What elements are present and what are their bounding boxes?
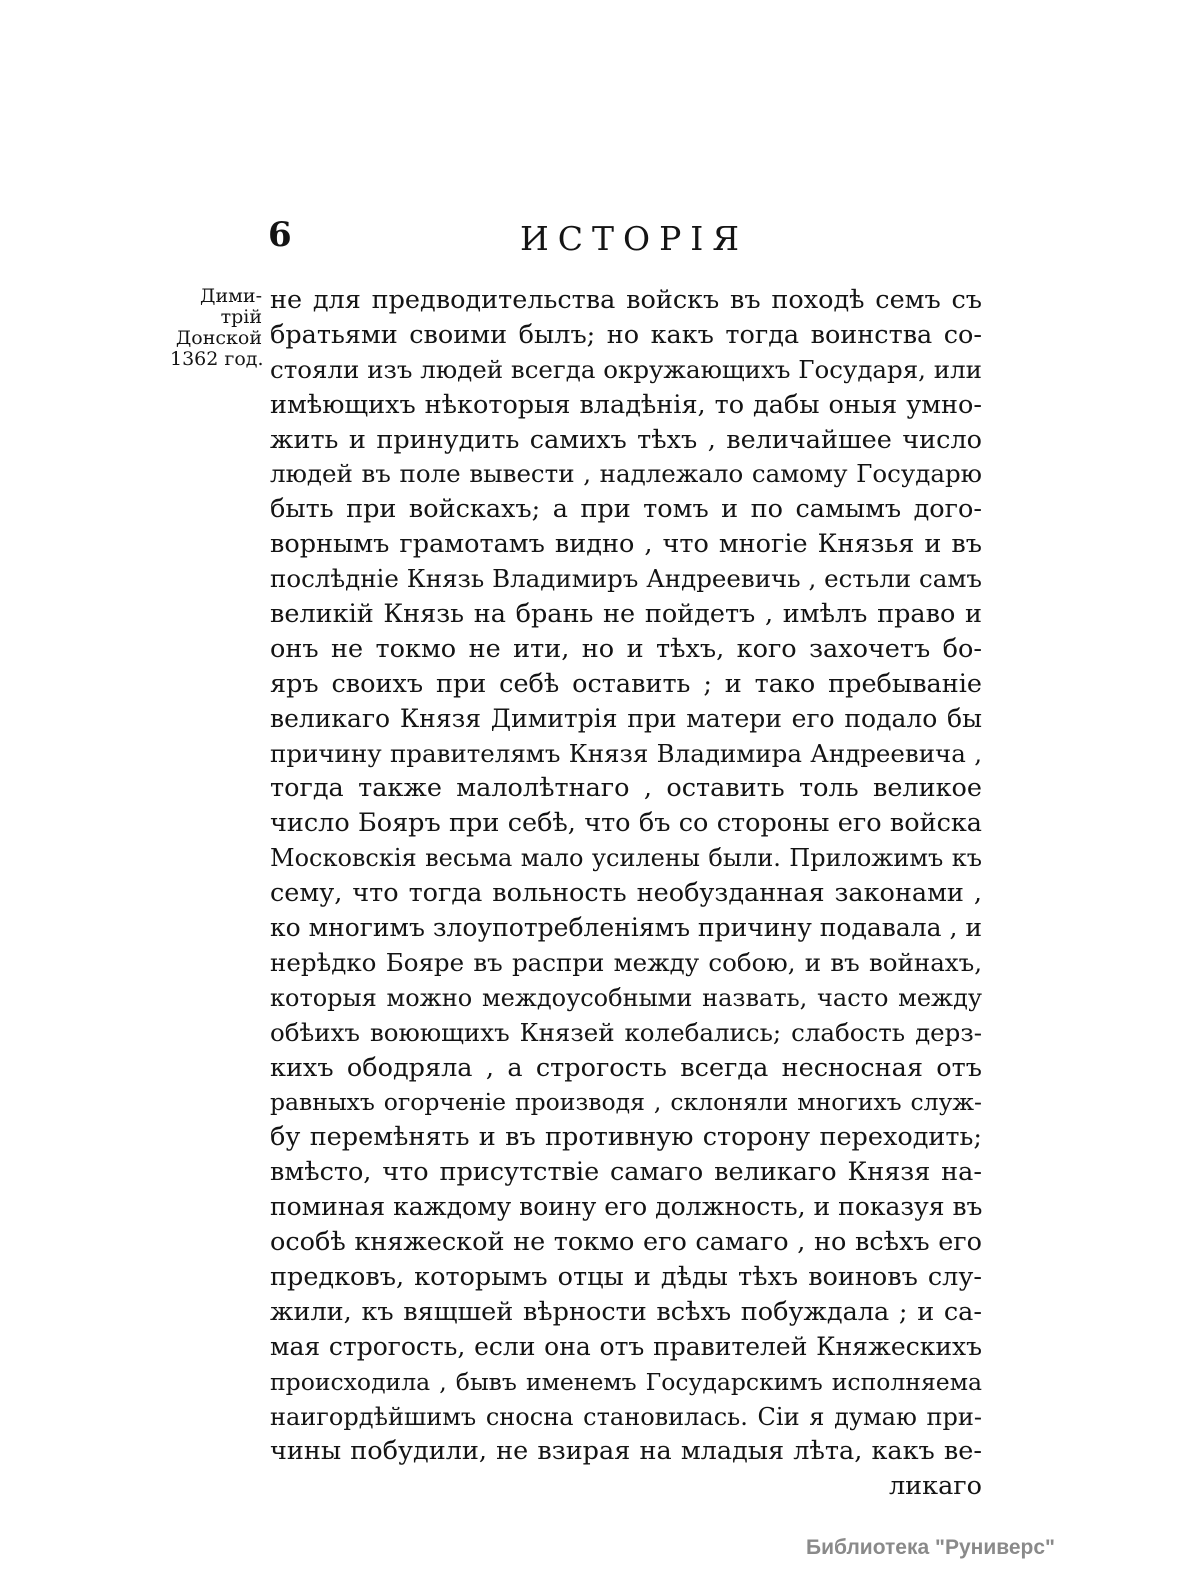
margin-note-line: 1362 год. xyxy=(170,348,264,370)
text-line: не для предводительства войскъ въ походѣ семъ съ xyxy=(270,285,982,315)
text-line: предковъ, которымъ отцы и дѣды тѣхъ воиновъ слу- xyxy=(270,1261,982,1292)
text-line: людей въ поле вывести , надлежало самому Государю xyxy=(270,459,982,489)
text-line: жили, къ вящшей вѣрности всѣхъ побуждала ; и са- xyxy=(270,1296,982,1327)
text-line: равныхъ огорченіе производя , склоняли многихъ служ- xyxy=(270,1088,982,1117)
text-line: кихъ ободряла , а строгость всегда несносная отъ xyxy=(270,1052,982,1083)
text-line: сему, что тогда вольность необузданная законами , xyxy=(270,878,982,909)
text-line: Московскія весьма мало усилены были. Приложимъ къ xyxy=(270,844,982,873)
margin-note-line: Донской xyxy=(175,327,262,349)
text-line: ворнымъ грамотамъ видно , что многіе Князья и въ xyxy=(270,529,982,560)
page-number: 6 xyxy=(268,215,292,255)
margin-note-line: трій xyxy=(220,306,262,328)
text-line: великій Князь на брань не пойдетъ , имѣлъ право и xyxy=(270,599,982,630)
margin-note xyxy=(170,286,262,370)
text-line: имѣющихъ нѣкоторыя владѣнія, то дабы оныя умно- xyxy=(270,389,982,420)
text-line: мая строгость, если она отъ правителей Княжескихъ xyxy=(270,1331,982,1361)
text-line: великаго Князя Димитрія при матери его подало бы xyxy=(270,703,982,733)
text-line: нерѣдко Бояре въ распри между собою, и въ войнахъ, xyxy=(270,947,982,977)
text-line: обѣихъ воюющихъ Князей колебались; слабость дерз- xyxy=(270,1017,982,1047)
text-line: ко многимъ злоупотребленіямъ причину подавала , и xyxy=(270,913,982,943)
text-line: причину правителямъ Князя Владимира Андреевича , xyxy=(270,738,982,768)
text-line: происходила , бывъ именемъ Государскимъ исполняема xyxy=(270,1367,982,1396)
text-line: жить и принудить самихъ тѣхъ , величайшее число xyxy=(270,424,982,455)
text-line: быть при войскахъ; а при томъ и по самымъ дого- xyxy=(270,494,982,525)
running-title: ИСТОРІЯ xyxy=(520,219,748,258)
catchword: ликаго xyxy=(888,1471,982,1502)
text-line: которыя можно междоусобными назвать, часто между xyxy=(270,983,982,1012)
text-line: послѣдніе Князь Владимиръ Андреевичь , естьли самъ xyxy=(270,564,982,594)
text-line: поминая каждому воину его должность, и показуя въ xyxy=(270,1192,982,1222)
margin-note-line: Дими- xyxy=(200,285,262,307)
text-line: число Бояръ при себѣ, что бъ со стороны его войска xyxy=(270,808,982,839)
text-line: онъ не токмо не ити, но и тѣхъ, кого захочетъ бо- xyxy=(270,633,982,664)
text-line: чины побудили, не взирая на младыя лѣта, какъ ве- xyxy=(270,1436,982,1467)
text-line: особѣ княжеской не токмо его самаго , но всѣхъ его xyxy=(270,1227,982,1258)
text-line: бу перемѣнять и въ противную сторону переходить; xyxy=(270,1122,982,1153)
text-line: наигордѣйшимъ снocна становилась. Сіи я думаю при- xyxy=(270,1402,982,1431)
text-line: братьями своими былъ; но какъ тогда воинства со- xyxy=(270,319,982,350)
text-line: тогда также малолѣтнаго , оставить толь великое xyxy=(270,773,982,804)
text-line: стояли изъ людей всегда окружающихъ Государя, или xyxy=(270,354,982,384)
text-line: вмѣсто, что присутствіе самаго великаго Князя на- xyxy=(270,1157,982,1188)
library-watermark: Библиотека "Руниверс" xyxy=(806,1536,1056,1559)
text-line: яръ своихъ при себѣ оставить ; и тако пребываніе xyxy=(270,668,982,699)
body-text xyxy=(270,283,982,1504)
